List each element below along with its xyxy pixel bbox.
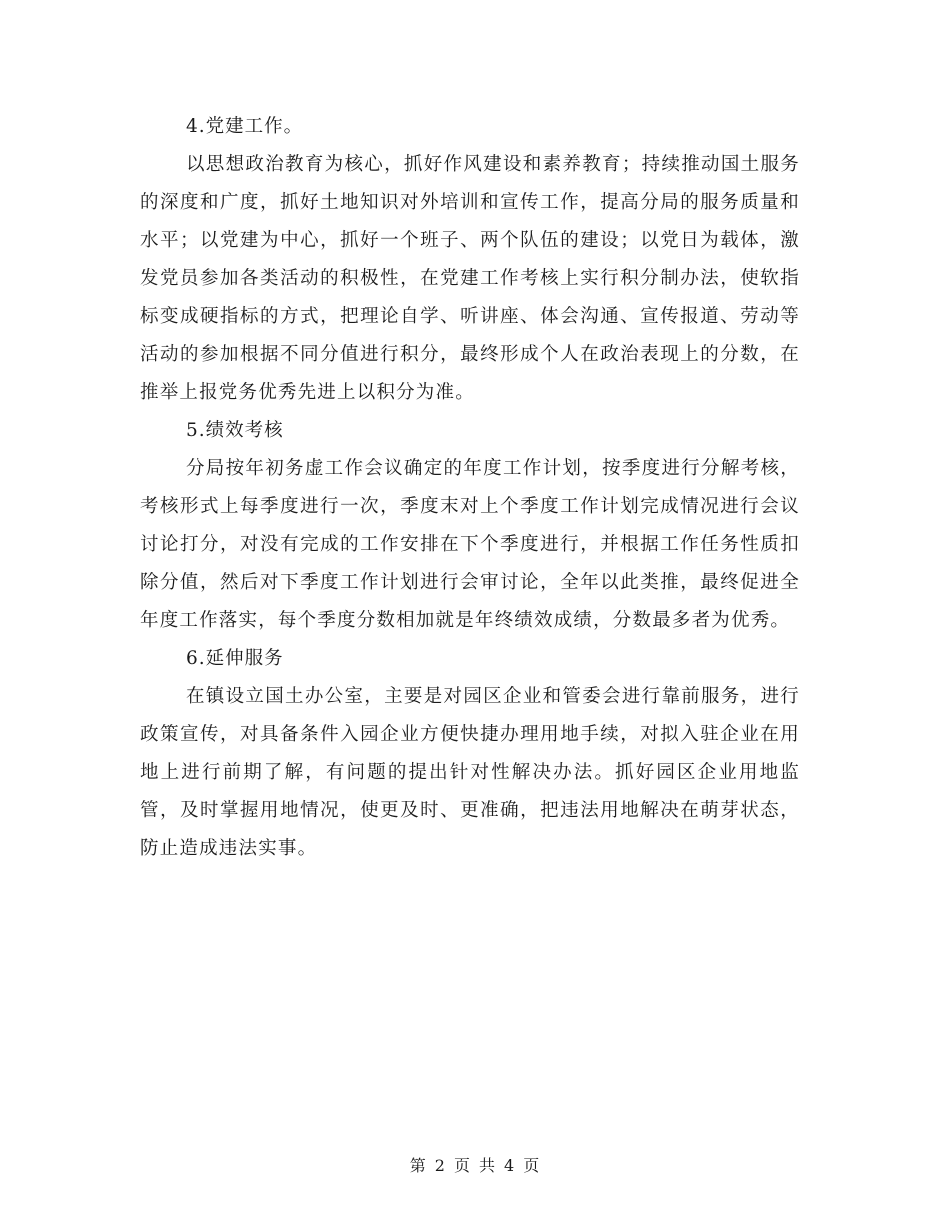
footer-prefix: 第 [409,1156,427,1175]
footer-total-word: 共 [479,1156,497,1175]
section-body-extended-service: 在镇设立国土办公室，主要是对园区企业和管委会进行靠前服务，进行政策宣传，对具备条件入园企业方便快捷办理用地手续，对拟入驻企业在用地上进行前期了解，有问题的提出针对性解决办法。抓好园区企业用地监管，及时掌握用地情况，使更及时、更准确，把违法用地解决在萌芽状态，防止造成违法实事。 [140,686,800,859]
section-body-party-building: 以思想政治教育为核心，抓好作风建设和素养教育；持续推动国土服务的深度和广度，抓好土地知识对外培训和宣传工作，提高分局的服务质量和水平；以党建为中心，抓好一个班子、两个队伍的建设；以党日为载体，激发党员参加各类活动的积极性，在党建工作考核上实行积分制办法，使软指标变成硬指标的方式，把理论自学、听讲座、体会沟通、宣传报道、劳动等活动的参加根据不同分值进行积分，最终形成个人在政治表现上的分数，在推举上报党务优秀先进上以积分为准。 [140,154,800,403]
page-number-footer [0,1154,950,1178]
section-heading-extended-service: 6.延伸服务 [186,648,284,669]
footer-page-word: 页 [453,1156,471,1175]
document-body [140,108,800,868]
footer-total-pages: 4 [504,1156,516,1175]
footer-current-page: 2 [434,1156,446,1175]
footer-suffix: 页 [523,1156,541,1175]
section-heading-party-building: 4.党建工作。 [186,116,304,137]
section-body-performance-review: 分局按年初务虚工作会议确定的年度工作计划，按季度进行分解考核，考核形式上每季度进行一次，季度末对上个季度工作计划完成情况进行会议讨论打分，对没有完成的工作安排在下个季度进行，并根据工作任务性质扣除分值，然后对下季度工作计划进行会审讨论，全年以此类推，最终促进全年度工作落实，每个季度分数相加就是年终绩效成绩，分数最多者为优秀。 [140,458,800,631]
section-heading-performance-review: 5.绩效考核 [186,420,284,441]
